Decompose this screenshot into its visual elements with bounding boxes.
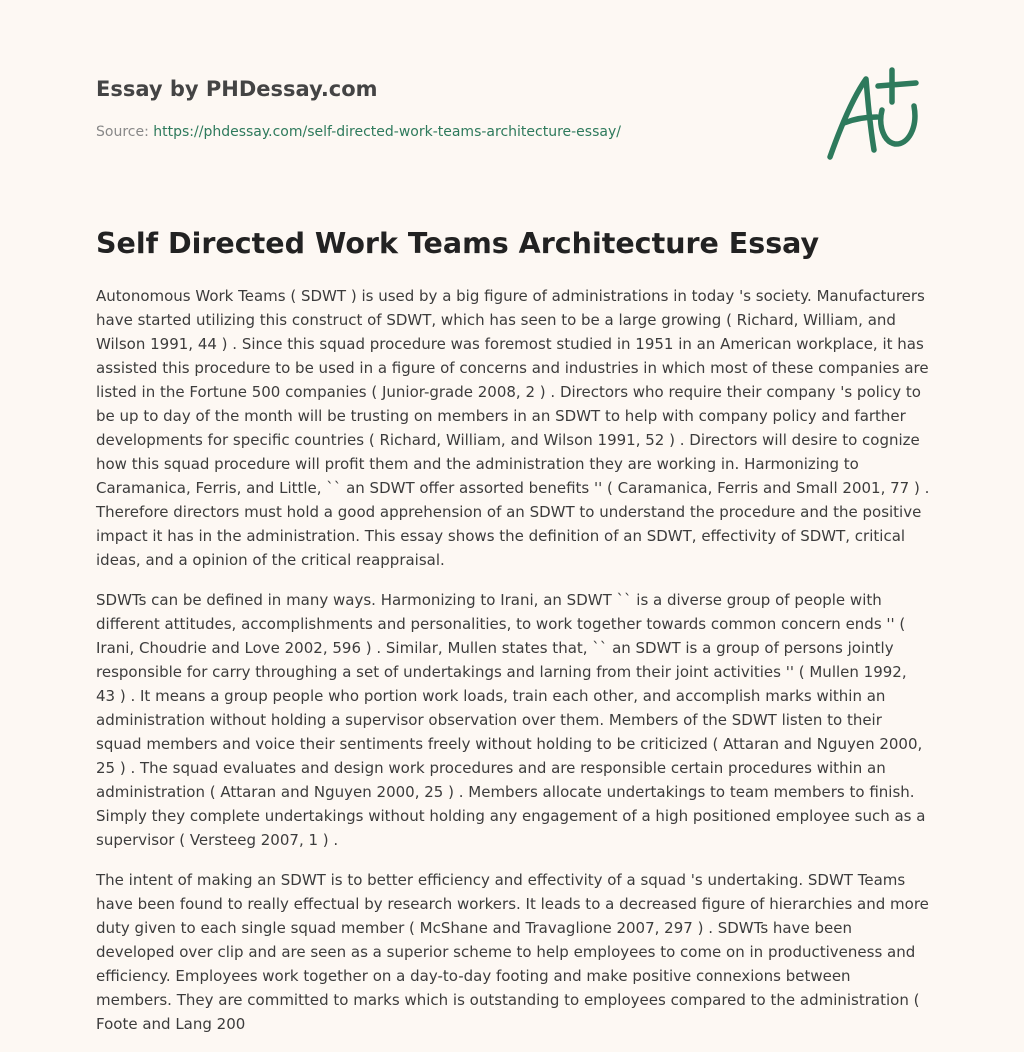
essay-title: Self Directed Work Teams Architecture Essay <box>96 227 820 260</box>
source-label: Source: <box>96 124 149 140</box>
a-plus-logo-icon <box>820 66 930 166</box>
essay-paragraph: SDWTs can be defined in many ways. Harmonizing to Irani, an SDWT `` is a diverse group of people with different attitudes, accomplishments and personalities, to work together towards common concern ends '' ( Irani, Choudrie and Love 2002, 596 ) . Similar, Mullen states that, `` an SDWT is a group of persons jointly responsible for carry throughing a set of undertakings and larning from their joint activities '' ( Mullen 1992, 43 ) . It means a group people who portion work loads, train each other, and accomplish marks within an administration without holding a supervisor observation over them. Members of the SDWT listen to their squad members and voice their sentiments freely without holding to be criticized ( Attaran and Nguyen 2000, 25 ) . The squad evaluates and design work procedures and are responsible certain procedures within an administration ( Attaran and Nguyen 2000, 25 ) . Members allocate undertakings to team members to finish. Simply they complete undertakings without holding any engagement of a high positioned employee such as a supervisor ( Versteeg 2007, 1 ) . <box>96 591 926 849</box>
page-header <box>96 74 796 142</box>
source-link[interactable]: https://phdessay.com/self-directed-work-teams-architecture-essay/ <box>153 124 621 140</box>
essay-paragraph: Autonomous Work Teams ( SDWT ) is used by a big figure of administrations in today 's society. Manufacturers have started utilizing this construct of SDWT, which has seen to be a large growing ( Richard, William, and Wilson 1991, 44 ) . Since this squad procedure was foremost studied in 1951 in an American workplace, it has assisted this procedure to be used in a figure of concerns and industries in which most of these companies are listed in the Fortune 500 companies ( Junior-grade 2008, 2 ) . Directors who require their company 's policy to be up to day of the month will be trusting on members in an SDWT to help with company policy and farther developments for specific countries ( Richard, William, and Wilson 1991, 52 ) . Directors will desire to cognize how this squad procedure will profit them and the administration they are working in. Harmonizing to Caramanica, Ferris, and Little, `` an SDWT offer assorted benefits '' ( Caramanica, Ferris and Small 2001, 77 ) . Therefore directors must hold a good apprehension of an SDWT to understand the procedure and the positive impact it has in the administration. This essay shows the definition of an SDWT, effectivity of SDWT, critical ideas, and a opinion of the critical reappraisal. <box>96 287 930 569</box>
source-line <box>96 122 796 142</box>
site-brand: Essay by PHDessay.com <box>96 77 378 101</box>
essay-paragraph: The intent of making an SDWT is to better efficiency and effectivity of a squad 's undertaking. SDWT Teams have been found to really effectual by research workers. It leads to a decreased figure of hierarchies and more duty given to each single squad member ( McShane and Travaglione 2007, 297 ) . SDWTs have been developed over clip and are seen as a superior scheme to help employees to come on in productiveness and efficiency. Employees work together on a day-to-day footing and make positive connexions between members. They are committed to marks which is outstanding to employees compared to the administration ( Foote and Lang 200 <box>96 871 929 1033</box>
essay-body <box>96 284 930 1052</box>
